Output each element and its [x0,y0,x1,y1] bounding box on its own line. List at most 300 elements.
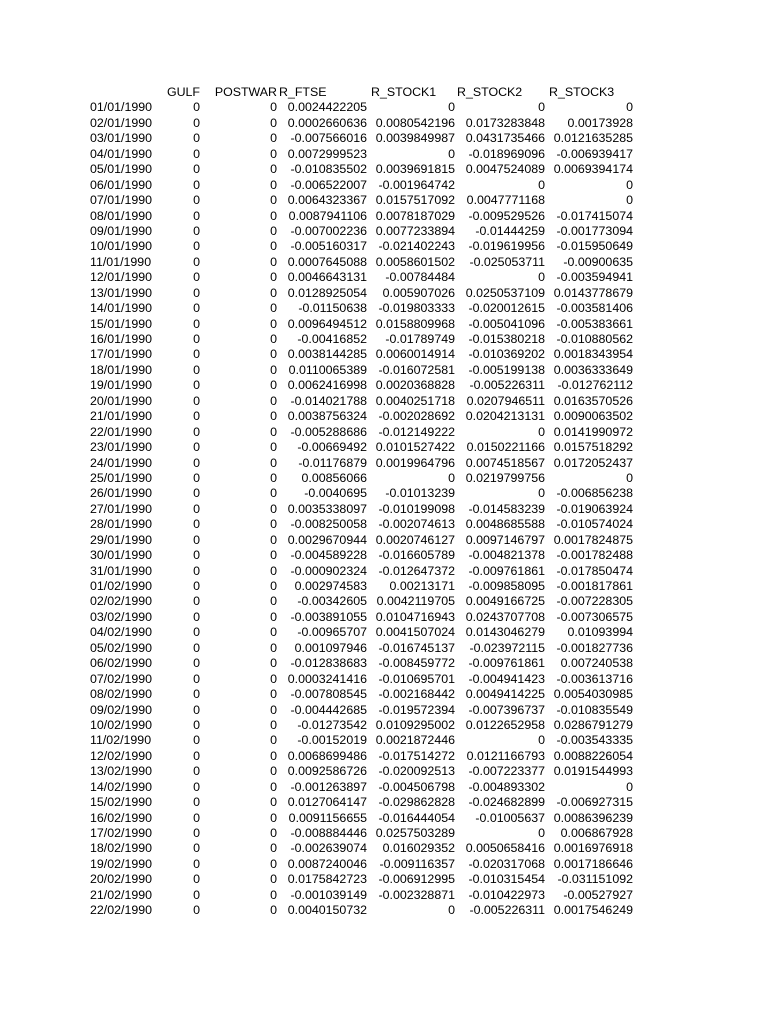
gulf-cell: 0 [193,378,200,393]
table-row [90,718,633,733]
date-cell: 20/02/1990 [90,872,153,887]
r-stock1-cell: 0 [448,903,455,918]
r-stock2-cell: 0.0250537109 [465,285,545,300]
r-ftse-cell: 0.0068699486 [287,748,367,763]
r-ftse-cell: -0.001039149 [290,887,367,902]
r-stock1-cell: -0.012149222 [378,424,455,439]
r-stock3-cell: 0.0036333649 [553,362,633,377]
table-row [90,471,633,486]
date-cell: 02/01/1990 [90,115,153,130]
r-stock2-cell: 0 [538,100,545,115]
postwar-cell: 0 [270,872,277,887]
table-row [90,872,633,887]
date-cell: 05/01/1990 [90,162,153,177]
postwar-cell: 0 [270,779,277,794]
r-stock2-cell: -0.015380218 [468,332,545,346]
gulf-cell: 0 [193,579,200,593]
r-stock2-cell: -0.005226311 [469,903,545,918]
table-row [90,131,633,146]
r-stock2-cell: 0.0047524089 [465,162,545,177]
r-stock3-cell: 0.00173928 [567,115,633,130]
r-stock2-cell: 0.0048685588 [465,517,545,532]
r-stock3-cell: -0.010574024 [556,517,633,532]
gulf-cell: 0 [193,563,200,578]
r-stock3-cell: -0.010835549 [556,702,633,717]
r-stock1-cell: -0.00784484 [385,270,455,285]
postwar-cell: 0 [270,625,277,640]
gulf-cell: 0 [193,131,200,146]
r-ftse-cell: -0.003891055 [290,609,367,624]
r-stock2-cell: -0.009761861 [468,656,545,671]
r-stock1-cell: -0.002168442 [378,687,455,702]
r-ftse-cell: -0.007566016 [290,131,367,146]
r-ftse-cell: 0.0096494512 [287,316,367,331]
r-ftse-cell: 0.0127064147 [287,795,367,810]
r-stock3-cell: -0.015950649 [556,239,633,254]
gulf-cell: 0 [193,440,200,455]
r-stock2-cell: 0.0204213131 [465,409,545,424]
r-stock1-cell: 0.0058601502 [375,254,455,269]
r-stock3-cell: -0.00900635 [563,254,633,269]
table-row [90,209,633,224]
date-cell: 30/01/1990 [90,548,153,563]
r-stock1-cell: -0.008459772 [378,656,455,671]
r-stock2-cell: -0.023972115 [469,640,545,655]
r-stock1-cell: -0.010199098 [378,501,455,516]
gulf-cell: 0 [193,486,200,501]
r-ftse-cell: 0.0087941106 [288,208,367,223]
table-row [90,162,633,177]
table-row [90,625,633,640]
postwar-cell: 0 [270,563,277,578]
date-cell: 03/01/1990 [90,131,153,146]
r-stock2-cell: 0.0049414225 [465,687,545,702]
r-stock2-cell: -0.010315454 [468,872,545,887]
r-ftse-cell: -0.005160317 [290,239,367,254]
r-stock3-cell: 0.0191544993 [553,764,633,779]
postwar-cell: 0 [270,131,277,146]
gulf-cell: 0 [193,208,200,223]
postwar-cell: 0 [270,903,277,918]
r-stock3-cell: 0 [626,193,633,208]
table-row [90,826,633,841]
gulf-cell: 0 [193,795,200,810]
r-ftse-cell: -0.007002236 [290,223,367,238]
r-stock3-cell: 0.0086396239 [553,810,633,825]
table-row [90,780,633,795]
date-cell: 10/01/1990 [90,239,153,254]
r-stock2-cell: 0.0047771168 [466,193,545,208]
gulf-cell: 0 [193,856,200,871]
date-cell: 26/01/1990 [90,486,153,501]
table-row [90,548,633,563]
r-stock1-cell: -0.009116357 [379,856,455,871]
r-stock1-cell: -0.017514272 [378,748,455,763]
table-row [90,795,633,810]
table-row [90,224,633,239]
header-postwar: POSTWAR [214,85,277,99]
table-row [90,733,633,748]
gulf-cell: 0 [193,887,200,902]
r-stock3-cell: 0 [626,100,633,115]
postwar-cell: 0 [270,378,277,393]
r-stock3-cell: 0 [626,779,633,794]
r-ftse-cell: -0.004442685 [290,702,367,717]
date-cell: 12/01/1990 [90,270,153,285]
r-stock1-cell: 0.0021872446 [375,733,455,748]
header-gulf: GULF [166,85,200,99]
r-stock1-cell: 0.0101527422 [375,440,455,455]
r-stock2-cell: 0.0074518567 [465,455,545,470]
postwar-cell: 0 [270,470,277,485]
r-stock3-cell: -0.001817861 [556,579,633,593]
r-ftse-cell: -0.006522007 [290,177,367,192]
r-stock3-cell: 0.0017546249 [553,903,633,918]
date-cell: 08/02/1990 [90,687,153,702]
r-stock3-cell: 0.0090063502 [553,409,633,424]
r-ftse-cell: -0.014021788 [290,393,367,408]
r-stock1-cell: 0.00213171 [389,579,455,593]
postwar-cell: 0 [270,254,277,269]
postwar-cell: 0 [270,887,277,902]
table-row [90,502,633,517]
table-row [90,903,633,918]
r-stock1-cell: 0.0039691815 [375,162,455,177]
date-cell: 05/02/1990 [90,640,153,655]
table-row [90,363,633,378]
r-stock3-cell: 0.0088226054 [553,748,633,763]
r-stock3-cell: 0.0121635285 [553,131,633,146]
date-cell: 19/02/1990 [90,856,153,871]
date-cell: 16/01/1990 [90,332,153,346]
r-ftse-cell: 0.0029670944 [287,532,367,547]
r-ftse-cell: 0.0035338097 [287,501,367,516]
r-stock3-cell: -0.006939417 [556,146,633,161]
r-stock3-cell: -0.001773094 [556,223,633,238]
r-stock1-cell: -0.002028692 [378,409,455,424]
date-cell: 21/02/1990 [90,887,153,902]
postwar-cell: 0 [270,301,277,316]
date-cell: 24/01/1990 [90,455,153,470]
gulf-cell: 0 [193,748,200,763]
postwar-cell: 0 [270,424,277,439]
r-stock3-cell: -0.012762112 [557,378,633,393]
date-cell: 07/01/1990 [90,193,153,208]
date-cell: 18/01/1990 [90,362,153,377]
r-ftse-cell: 0.0038756324 [287,409,367,424]
r-stock2-cell: 0 [538,424,545,439]
r-stock1-cell: -0.002074613 [378,517,455,532]
gulf-cell: 0 [193,733,200,748]
table-row [90,564,633,579]
header-r-stock2: R_STOCK2 [457,85,523,99]
postwar-cell: 0 [270,640,277,655]
table-row [90,286,633,301]
postwar-cell: 0 [270,316,277,331]
date-cell: 06/01/1990 [90,177,153,192]
gulf-cell: 0 [193,115,200,130]
gulf-cell: 0 [193,517,200,532]
r-ftse-cell: -0.008884446 [290,826,367,840]
table-row [90,270,633,285]
date-cell: 07/02/1990 [90,671,153,686]
header-r-stock3: R_STOCK3 [549,85,615,99]
r-stock3-cell: 0.0017824875 [553,532,633,547]
r-stock1-cell: 0.0019964796 [375,455,455,470]
r-stock2-cell: -0.005041096 [468,316,545,331]
table-row [90,764,633,779]
r-stock1-cell: -0.019572394 [378,702,455,717]
date-cell: 18/02/1990 [90,841,153,856]
table-row [90,687,633,702]
gulf-cell: 0 [193,393,200,408]
gulf-cell: 0 [193,193,200,208]
date-cell: 11/01/1990 [90,254,152,269]
r-stock1-cell: -0.016444054 [378,810,455,825]
gulf-cell: 0 [193,702,200,717]
r-ftse-cell: 0.0092586726 [287,764,367,779]
r-stock1-cell: 0.0078187029 [375,208,455,223]
r-stock1-cell: -0.01789749 [385,332,455,346]
r-ftse-cell: -0.00669492 [297,440,367,455]
postwar-cell: 0 [270,841,277,856]
table-row [90,332,633,347]
r-ftse-cell: 0.0046643131 [287,270,367,285]
table-row [90,749,633,764]
header-row [90,85,633,100]
table-row [90,517,633,532]
gulf-cell: 0 [193,548,200,563]
date-cell: 21/01/1990 [90,409,153,424]
table-row [90,301,633,316]
date-cell: 22/01/1990 [90,424,153,439]
postwar-cell: 0 [270,347,277,362]
r-ftse-cell: 0.0072999523 [287,146,367,161]
r-stock1-cell: 0.0104716943 [375,609,455,624]
r-ftse-cell: -0.002639074 [290,841,367,856]
r-ftse-cell: 0.0064323367 [287,193,367,208]
table-row [90,456,633,471]
postwar-cell: 0 [270,656,277,671]
table-row [90,347,633,362]
r-stock2-cell: 0.0219799756 [465,470,545,485]
r-stock3-cell: -0.003594941 [556,270,633,285]
postwar-cell: 0 [270,764,277,779]
r-ftse-cell: -0.00416852 [297,332,367,346]
postwar-cell: 0 [270,687,277,702]
table-row [90,594,633,609]
gulf-cell: 0 [193,285,200,300]
r-stock2-cell: -0.004941423 [468,671,545,686]
gulf-cell: 0 [193,470,200,485]
date-cell: 04/02/1990 [90,625,153,640]
r-stock2-cell: -0.007223377 [468,764,545,779]
r-stock3-cell: -0.007228305 [556,594,633,609]
postwar-cell: 0 [270,856,277,871]
table-row [90,193,633,208]
gulf-cell: 0 [193,810,200,825]
r-stock3-cell: -0.00527927 [563,887,633,902]
r-stock1-cell: 0.0040251718 [375,393,455,408]
postwar-cell: 0 [270,671,277,686]
r-stock1-cell: 0.0080542196 [375,115,455,130]
r-stock2-cell: -0.020012615 [468,301,545,316]
r-stock2-cell: -0.01444259 [475,223,545,238]
r-stock3-cell: -0.006856238 [556,486,633,501]
gulf-cell: 0 [193,656,200,671]
r-ftse-cell: 0.0091156655 [288,810,367,825]
r-stock1-cell: -0.006912995 [378,872,455,887]
r-ftse-cell: 0.0007645088 [287,254,367,269]
r-stock2-cell: -0.010422973 [468,887,545,902]
date-cell: 12/02/1990 [90,748,153,763]
postwar-cell: 0 [270,733,277,748]
table-row [90,610,633,625]
r-stock2-cell: 0.0173283848 [465,115,545,130]
postwar-cell: 0 [270,362,277,377]
r-stock2-cell: 0.0431735466 [465,131,545,146]
r-stock3-cell: -0.003543335 [556,733,633,748]
r-ftse-cell: 0.0003241416 [287,671,367,686]
postwar-cell: 0 [270,223,277,238]
gulf-cell: 0 [193,146,200,161]
r-stock1-cell: -0.016605789 [378,548,455,563]
r-stock1-cell: 0 [448,100,455,115]
postwar-cell: 0 [270,795,277,810]
r-ftse-cell: -0.01176879 [298,455,367,470]
r-stock2-cell: 0.0150221166 [466,440,545,455]
gulf-cell: 0 [193,532,200,547]
r-stock3-cell: 0.0018343954 [553,347,633,362]
gulf-cell: 0 [193,177,200,192]
gulf-cell: 0 [193,100,200,115]
gulf-cell: 0 [193,362,200,377]
header-date [90,85,160,100]
r-stock3-cell: -0.005383661 [556,316,633,331]
r-stock1-cell: 0.0257503289 [375,826,455,840]
r-stock2-cell: -0.020317068 [468,856,545,871]
postwar-cell: 0 [270,501,277,516]
postwar-cell: 0 [270,177,277,192]
r-stock2-cell: -0.014583239 [468,501,545,516]
date-cell: 15/02/1990 [90,795,153,810]
postwar-cell: 0 [270,702,277,717]
r-stock1-cell: 0 [448,146,455,161]
r-ftse-cell: -0.001263897 [290,779,367,794]
postwar-cell: 0 [270,455,277,470]
postwar-cell: 0 [270,162,277,177]
date-cell: 29/01/1990 [90,532,153,547]
r-stock2-cell: 0.0143046279 [465,625,545,640]
r-stock3-cell: 0.0286791279 [553,717,633,732]
r-ftse-cell: -0.00152019 [297,733,367,748]
gulf-cell: 0 [193,347,200,362]
r-stock2-cell: 0 [538,270,545,285]
r-ftse-cell: 0.0175842723 [287,872,367,887]
r-stock2-cell: -0.024682899 [468,795,545,810]
postwar-cell: 0 [270,146,277,161]
r-stock1-cell: -0.001964742 [378,177,455,192]
gulf-cell: 0 [193,640,200,655]
date-cell: 09/01/1990 [90,223,153,238]
gulf-cell: 0 [193,625,200,640]
r-stock3-cell: 0.01093994 [567,625,633,640]
gulf-cell: 0 [193,671,200,686]
table-row [90,703,633,718]
date-cell: 16/02/1990 [90,810,153,825]
r-stock3-cell: 0.0163570526 [553,393,633,408]
gulf-cell: 0 [193,764,200,779]
date-cell: 31/01/1990 [90,563,153,578]
gulf-cell: 0 [193,826,200,840]
r-stock1-cell: 0.0042119705 [376,594,455,609]
postwar-cell: 0 [270,285,277,300]
r-stock2-cell: -0.019619956 [468,239,545,254]
r-stock1-cell: -0.020092513 [378,764,455,779]
table-row [90,486,633,501]
r-stock2-cell: -0.025053711 [469,254,545,269]
table-row [90,239,633,254]
r-stock1-cell: 0.0077233894 [375,223,455,238]
date-cell: 04/01/1990 [90,146,153,161]
r-ftse-cell: -0.004589228 [290,548,367,563]
header-r-stock1: R_STOCK1 [371,85,437,99]
date-cell: 13/02/1990 [90,764,153,779]
r-stock1-cell: 0.0020368828 [375,378,455,393]
r-ftse-cell: -0.005288686 [290,424,367,439]
r-stock3-cell: 0.0017186646 [553,856,633,871]
r-stock3-cell: -0.003613716 [556,671,633,686]
table-body [90,100,633,918]
table-row [90,409,633,424]
table-row [90,255,633,270]
gulf-cell: 0 [193,316,200,331]
date-cell: 01/02/1990 [90,579,153,593]
table-row [90,888,633,903]
postwar-cell: 0 [270,193,277,208]
r-ftse-cell: -0.01273542 [297,717,367,732]
r-stock1-cell: 0.0039849987 [375,131,455,146]
r-stock1-cell: 0.0109295002 [375,717,455,732]
postwar-cell: 0 [270,579,277,593]
r-stock2-cell: 0.0207946511 [466,393,545,408]
r-stock3-cell: 0 [626,177,633,192]
r-ftse-cell: 0.0110065389 [288,362,367,377]
r-stock2-cell: 0 [538,733,545,748]
r-stock3-cell: 0.0069394174 [553,162,633,177]
r-stock1-cell: -0.010695701 [378,671,455,686]
date-cell: 14/01/1990 [90,301,153,316]
r-stock1-cell: 0.0157517092 [375,193,455,208]
gulf-cell: 0 [193,409,200,424]
r-ftse-cell: 0.00856066 [301,470,367,485]
date-cell: 25/01/1990 [90,470,153,485]
postwar-cell: 0 [270,517,277,532]
date-cell: 03/02/1990 [90,609,153,624]
r-stock2-cell: 0.0243707708 [465,609,545,624]
postwar-cell: 0 [270,717,277,732]
postwar-cell: 0 [270,826,277,840]
gulf-cell: 0 [193,903,200,918]
postwar-cell: 0 [270,409,277,424]
table-row [90,100,633,115]
gulf-cell: 0 [193,594,200,609]
date-cell: 28/01/1990 [90,517,153,532]
r-ftse-cell: 0.002974583 [294,579,367,593]
gulf-cell: 0 [193,301,200,316]
date-cell: 20/01/1990 [90,393,153,408]
r-stock2-cell: -0.009529526 [468,208,545,223]
